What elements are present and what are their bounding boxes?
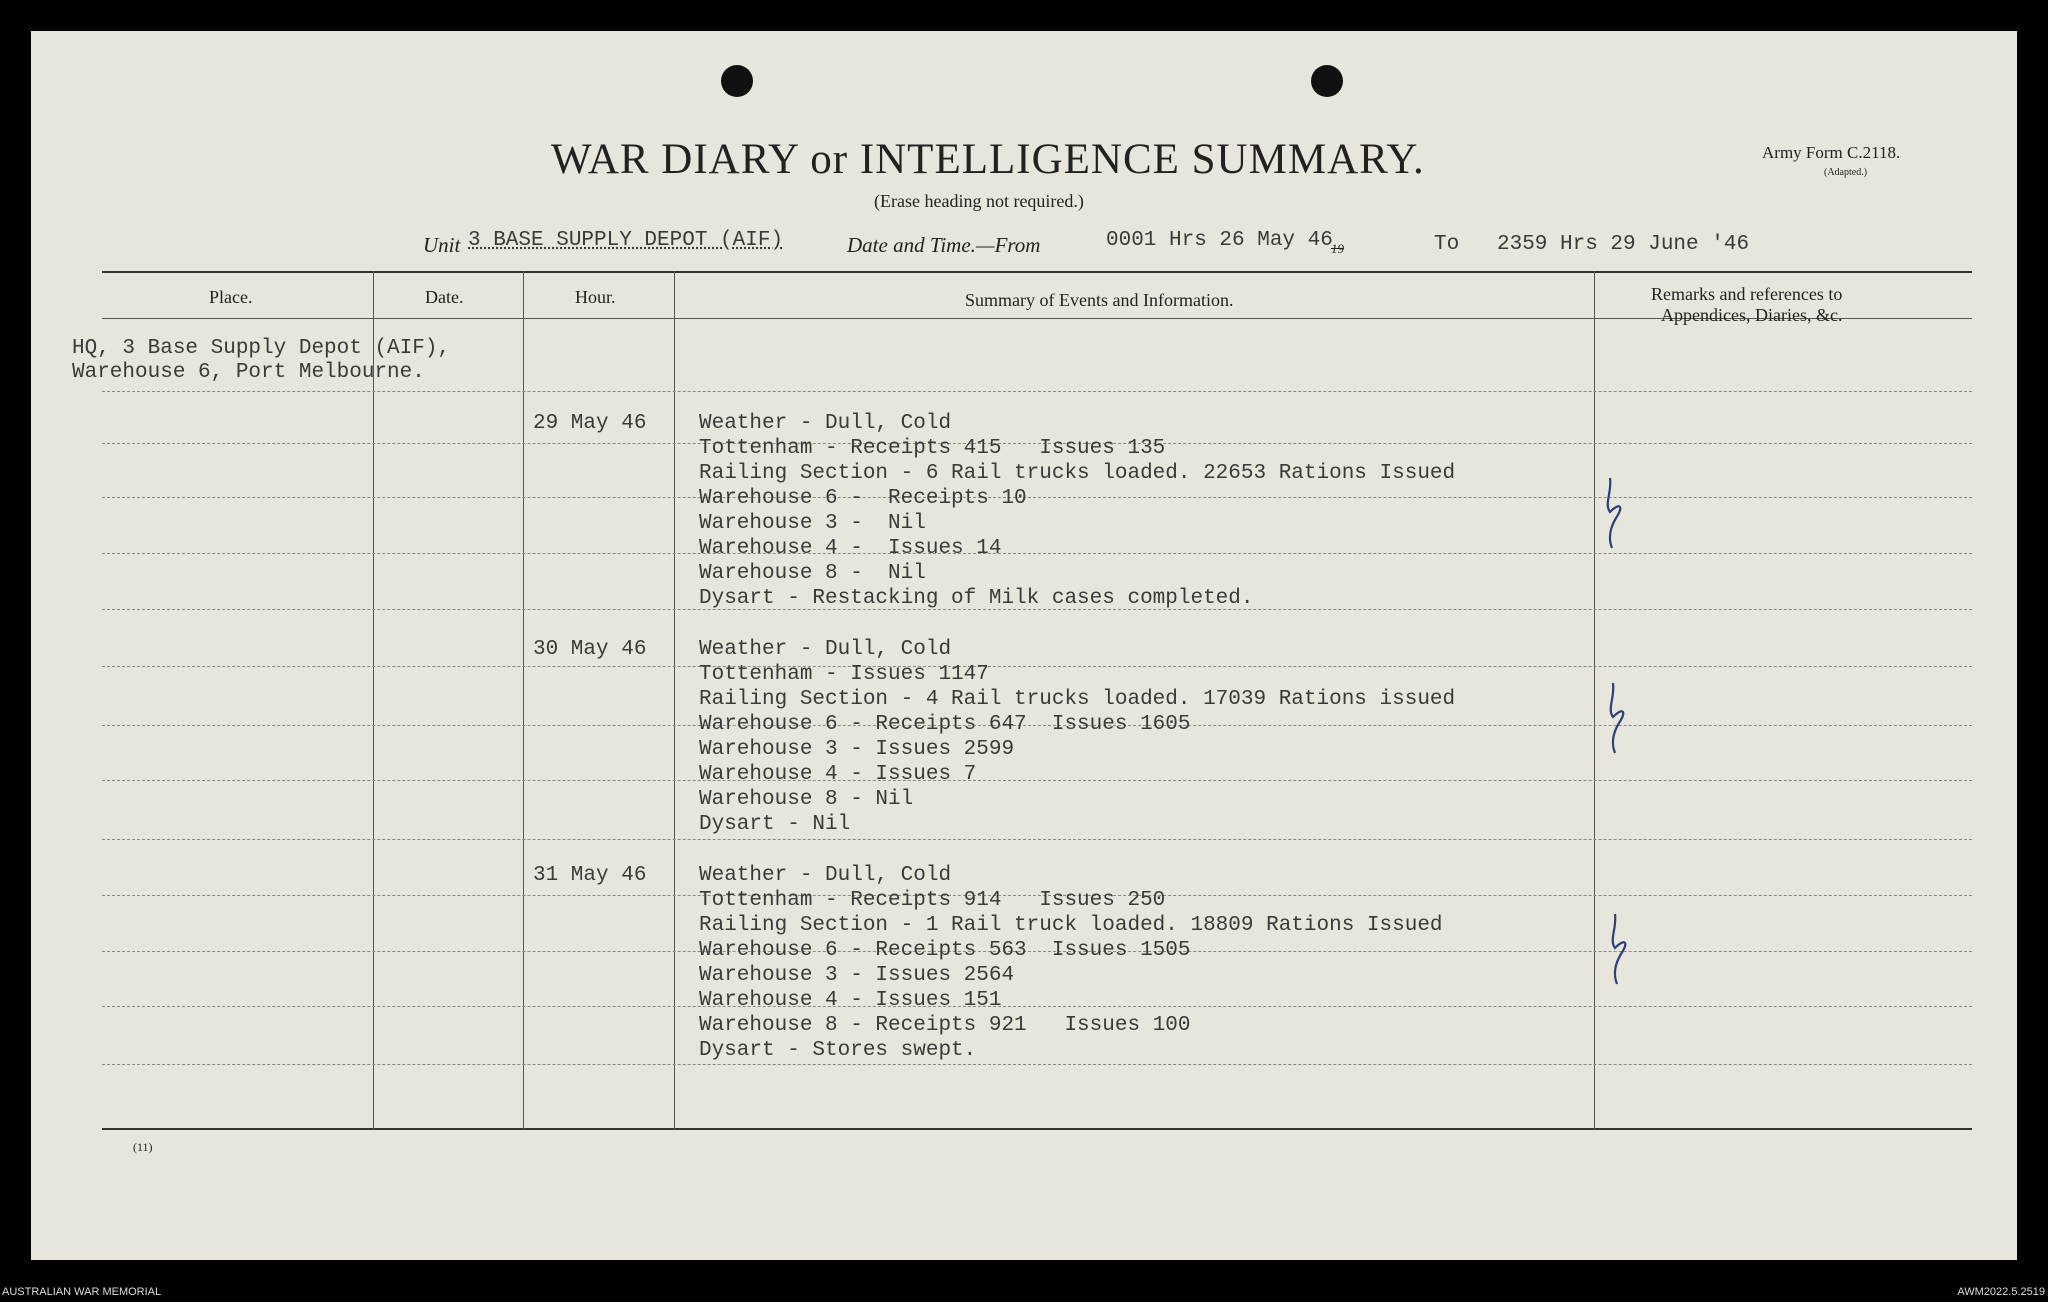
place-line-2: Warehouse 6, Port Melbourne. — [72, 361, 425, 384]
entry-line: Railing Section - 6 Rail trucks loaded. 22653 Rations Issued — [699, 462, 1456, 485]
initial-mark-1 — [1598, 472, 1638, 552]
footer-right: AWM2022.5.2519 — [1957, 1286, 2045, 1298]
entry-line: Warehouse 4 - Issues 151 — [699, 989, 1002, 1012]
from-value: 0001 Hrs 26 May 46 — [1106, 229, 1333, 252]
punch-hole-right — [1311, 65, 1343, 97]
army-form-label: Army Form C.2118. — [1762, 143, 1901, 162]
adapted-label: (Adapted.) — [1824, 167, 1868, 178]
entry-line: Warehouse 3 - Issues 2564 — [699, 964, 1015, 987]
col-divider-2 — [523, 271, 524, 1129]
row-rule — [102, 666, 1972, 667]
date-time-label: Date and Time.—From — [847, 233, 1041, 257]
initial-mark-3 — [1603, 908, 1643, 988]
footer-left: AUSTRALIAN WAR MEMORIAL — [2, 1286, 162, 1298]
page-subtitle: (Erase heading not required.) — [874, 191, 1084, 211]
row-rule — [102, 780, 1972, 781]
form-number: (11) — [133, 1140, 153, 1154]
entry-line: Weather - Dull, Cold — [699, 864, 952, 887]
punch-hole-left — [721, 65, 753, 97]
entry-line: Warehouse 8 - Nil — [699, 788, 914, 811]
col-header-hour: Hour. — [575, 287, 616, 307]
entry-line: Warehouse 8 - Nil — [699, 562, 926, 585]
col-divider-4 — [1594, 271, 1595, 1129]
entry-line: Dysart - Restacking of Milk cases completed. — [699, 587, 1254, 610]
entry-line: Warehouse 4 - Issues 7 — [699, 763, 977, 786]
to-label: To — [1434, 233, 1460, 256]
row-rule — [102, 497, 1972, 498]
entry-line: Warehouse 6 - Receipts 563 Issues 1505 — [699, 939, 1191, 962]
row-rule — [102, 553, 1972, 554]
entry-line: Tottenham - Receipts 415 Issues 135 — [699, 437, 1166, 460]
entry-line: Dysart - Stores swept. — [699, 1039, 977, 1062]
table-top-rule — [102, 271, 1972, 273]
unit-label: Unit — [423, 233, 461, 257]
place-line-1: HQ, 3 Base Supply Depot (AIF), — [72, 337, 451, 360]
entry-line: Warehouse 3 - Nil — [699, 512, 926, 535]
diary-page — [31, 31, 2017, 1260]
entry-line: Warehouse 3 - Issues 2599 — [699, 738, 1015, 761]
col-header-remarks-1: Remarks and references to — [1651, 284, 1843, 304]
unit-value: 3 BASE SUPPLY DEPOT (AIF) — [468, 229, 784, 252]
page-title: WAR DIARY or INTELLIGENCE SUMMARY. — [551, 136, 1425, 183]
col-divider-3 — [674, 271, 675, 1129]
entry-line: Warehouse 4 - Issues 14 — [699, 537, 1002, 560]
initial-mark-2 — [1601, 677, 1641, 757]
to-value: 2359 Hrs 29 June '46 — [1497, 233, 1750, 256]
entry-line: Tottenham - Issues 1147 — [699, 663, 989, 686]
entry-line: Warehouse 8 - Receipts 921 Issues 100 — [699, 1014, 1191, 1037]
row-rule — [102, 1006, 1972, 1007]
from-struck-year: 19 — [1331, 241, 1344, 256]
entry-line: Warehouse 6 - Receipts 647 Issues 1605 — [699, 713, 1191, 736]
entry-date: 29 May 46 — [533, 412, 647, 435]
col-header-summary: Summary of Events and Information. — [965, 290, 1234, 310]
entry-line: Dysart - Nil — [699, 813, 851, 836]
entry-date: 30 May 46 — [533, 638, 647, 661]
table-bottom-rule — [102, 1128, 1972, 1130]
row-rule — [102, 1064, 1972, 1065]
entry-line: Tottenham - Receipts 914 Issues 250 — [699, 889, 1166, 912]
col-header-place: Place. — [209, 287, 253, 307]
entry-line: Weather - Dull, Cold — [699, 412, 952, 435]
row-rule — [102, 391, 1972, 392]
col-header-date: Date. — [425, 287, 464, 307]
entry-line: Weather - Dull, Cold — [699, 638, 952, 661]
col-divider-1 — [373, 271, 374, 1129]
entry-line: Warehouse 6 - Receipts 10 — [699, 487, 1027, 510]
entry-date: 31 May 46 — [533, 864, 647, 887]
entry-line: Railing Section - 4 Rail trucks loaded. 17039 Rations issued — [699, 688, 1456, 711]
col-header-remarks-2: Appendices, Diaries, &c. — [1661, 305, 1843, 325]
row-rule — [102, 839, 1972, 840]
entry-line: Railing Section - 1 Rail truck loaded. 18809 Rations Issued — [699, 914, 1443, 937]
